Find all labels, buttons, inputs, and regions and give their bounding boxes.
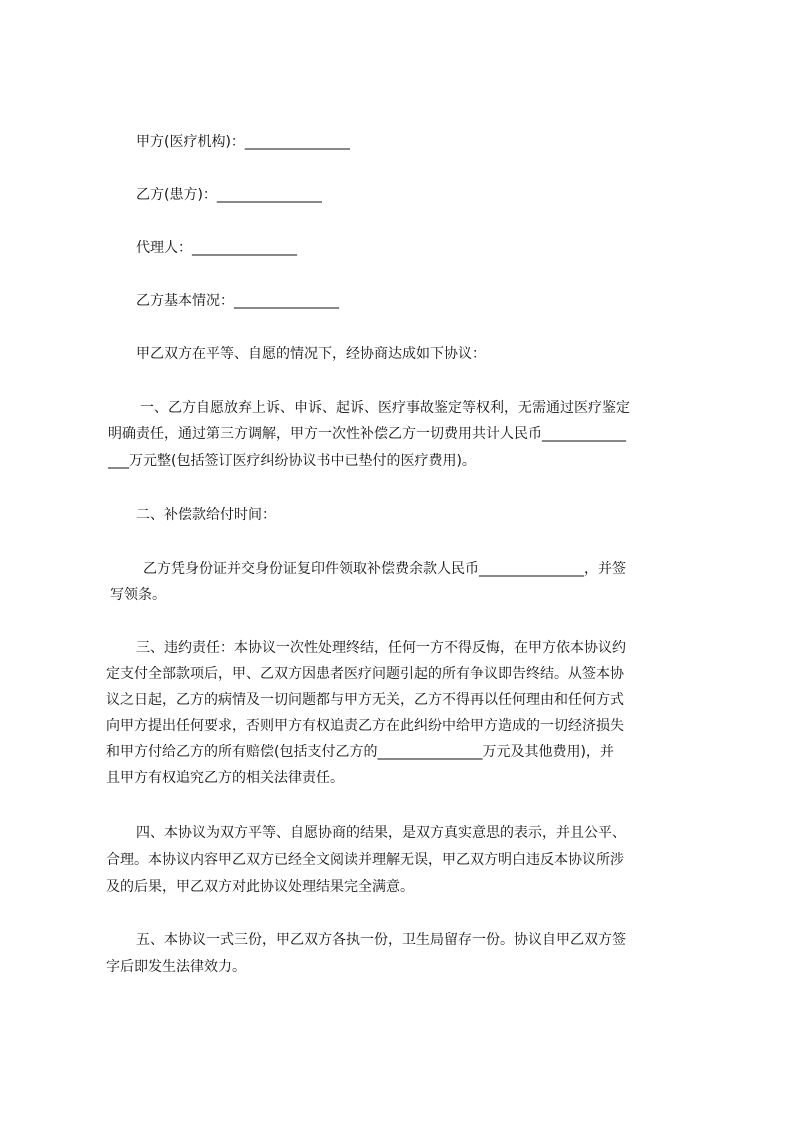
clause-3-line-1: 三、违约责任：本协议一次性处理终结，任何一方不得反悔，在甲方依本协议约	[136, 640, 626, 656]
clause-3-line-6: 且甲方有权追究乙方的相关法律责任。	[106, 770, 344, 786]
clause-3-line-2: 定支付全部款项后，甲、乙双方因患者医疗问题引起的所有争议即告终结。从签本协	[106, 666, 624, 682]
party-b-field: 乙方(患方)：_______________	[136, 187, 322, 203]
intro-text: 甲乙双方在平等、自愿的情况下，经协商达成如下协议：	[136, 346, 486, 362]
agent-field: 代理人：_______________	[136, 240, 297, 256]
clause-4-line-1: 四、本协议为双方平等、自愿协商的结果，是双方真实意思的表示，并且公平、	[136, 825, 626, 841]
clause-5-line-2: 字后即发生法律效力。	[106, 959, 246, 975]
clause-1-line-3: ___万元整(包括签订医疗纠纷协议书中已垫付的医疗费用)。	[108, 453, 476, 469]
clause-1-line-1: 一、乙方自愿放弃上诉、申诉、起诉、医疗事故鉴定等权利，无需通过医疗鉴定	[140, 400, 630, 416]
party-b-info-field: 乙方基本情况：_______________	[136, 293, 339, 309]
clause-3-line-4: 向甲方提出任何要求，否则甲方有权追责乙方在此纠纷中给甲方造成的一切经济损失	[106, 718, 624, 734]
clause-5-line-1: 五、本协议一式三份，甲乙双方各执一份，卫生局留存一份。协议自甲乙双方签	[136, 932, 626, 948]
clause-4-line-2: 合理。本协议内容甲乙双方已经全文阅读并理解无误，甲乙双方明白违反本协议所涉	[106, 852, 624, 868]
clause-3-line-3: 议之日起，乙方的病情及一切问题都与甲方无关，乙方不得再以任何理由和任何方式	[106, 692, 624, 708]
party-a-field: 甲方(医疗机构)：_______________	[136, 134, 350, 150]
clause-2-line-1: 乙方凭身份证并交身份证复印件领取补偿费余款人民币_______________，并签	[143, 561, 626, 577]
clause-2-heading: 二、补偿款给付时间：	[136, 507, 276, 523]
clause-3-line-5: 和甲方付给乙方的所有赔偿(包括支付乙方的_______________万元及其他费用)，并	[106, 744, 614, 760]
clause-2-line-2: 写领条。	[110, 587, 166, 603]
clause-1-line-2: 明确责任，通过第三方调解，甲方一次性补偿乙方一切费用共计人民币____________	[108, 426, 626, 442]
clause-4-line-3: 及的后果，甲乙双方对此协议处理结果完全满意。	[106, 879, 414, 895]
